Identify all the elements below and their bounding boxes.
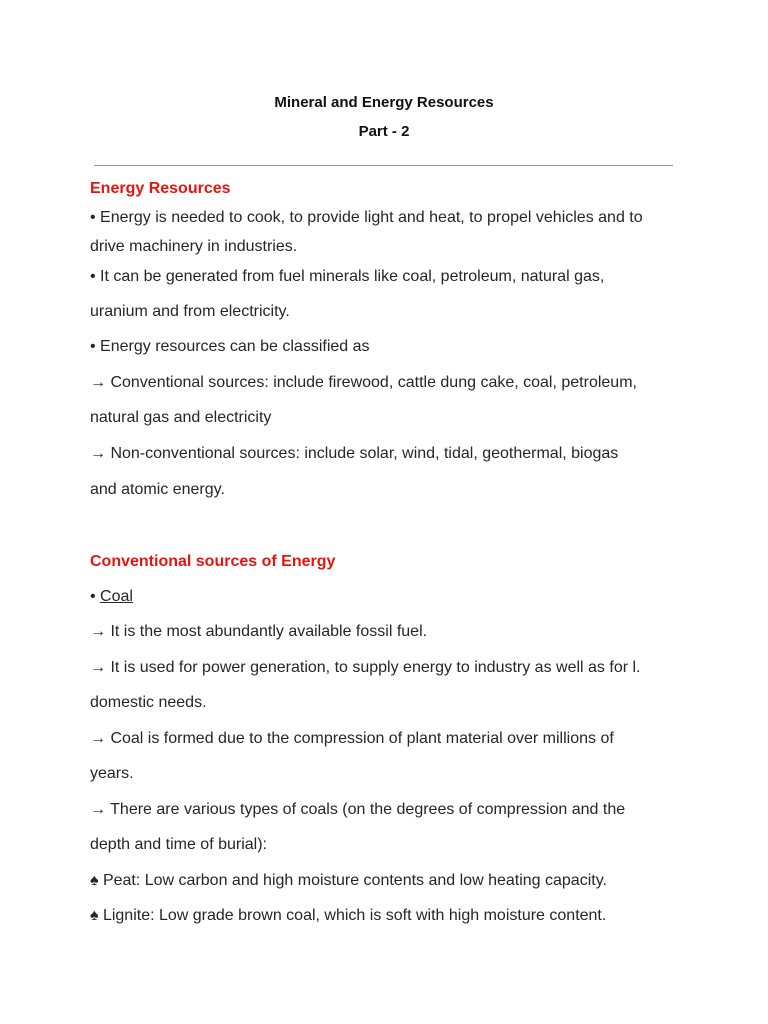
section-heading-conventional-sources: Conventional sources of Energy bbox=[90, 553, 336, 570]
paragraph-line: • It can be generated from fuel minerals like coal, petroleum, natural gas, bbox=[90, 268, 605, 285]
paragraph-line: years. bbox=[90, 765, 134, 782]
coal-label: Coal bbox=[100, 588, 133, 605]
section-heading-energy-resources: Energy Resources bbox=[90, 180, 231, 197]
paragraph-line: ♠ Peat: Low carbon and high moisture contents and low heating capacity. bbox=[90, 872, 607, 889]
paragraph-line: drive machinery in industries. bbox=[90, 238, 298, 255]
bullet-marker: • bbox=[90, 588, 101, 605]
paragraph-line: → Conventional sources: include firewood, cattle dung cake, coal, petroleum, bbox=[90, 374, 637, 391]
paragraph-line: → It is used for power generation, to supply energy to industry as well as for l. bbox=[90, 659, 641, 676]
paragraph-line: → Non-conventional sources: include solar, wind, tidal, geothermal, biogas bbox=[90, 445, 619, 462]
coal-bullet-item bbox=[90, 588, 133, 606]
paragraph-line: ♠ Lignite: Low grade brown coal, which is soft with high moisture content. bbox=[90, 907, 607, 924]
document-subtitle: Part - 2 bbox=[358, 123, 410, 140]
paragraph-line: depth and time of burial): bbox=[90, 836, 267, 853]
paragraph-line: → Coal is formed due to the compression of plant material over millions of bbox=[90, 730, 614, 747]
paragraph-line: natural gas and electricity bbox=[90, 409, 272, 426]
title-divider bbox=[94, 165, 673, 166]
paragraph-line: uranium and from electricity. bbox=[90, 303, 290, 320]
document-title: Mineral and Energy Resources bbox=[274, 94, 494, 111]
paragraph-line: domestic needs. bbox=[90, 694, 207, 711]
paragraph-line: → There are various types of coals (on the degrees of compression and the bbox=[90, 801, 626, 818]
paragraph-line: and atomic energy. bbox=[90, 481, 225, 498]
paragraph-line: → It is the most abundantly available fossil fuel. bbox=[90, 623, 428, 640]
paragraph-line: • Energy resources can be classified as bbox=[90, 338, 370, 355]
paragraph-line: • Energy is needed to cook, to provide light and heat, to propel vehicles and to bbox=[90, 209, 643, 226]
